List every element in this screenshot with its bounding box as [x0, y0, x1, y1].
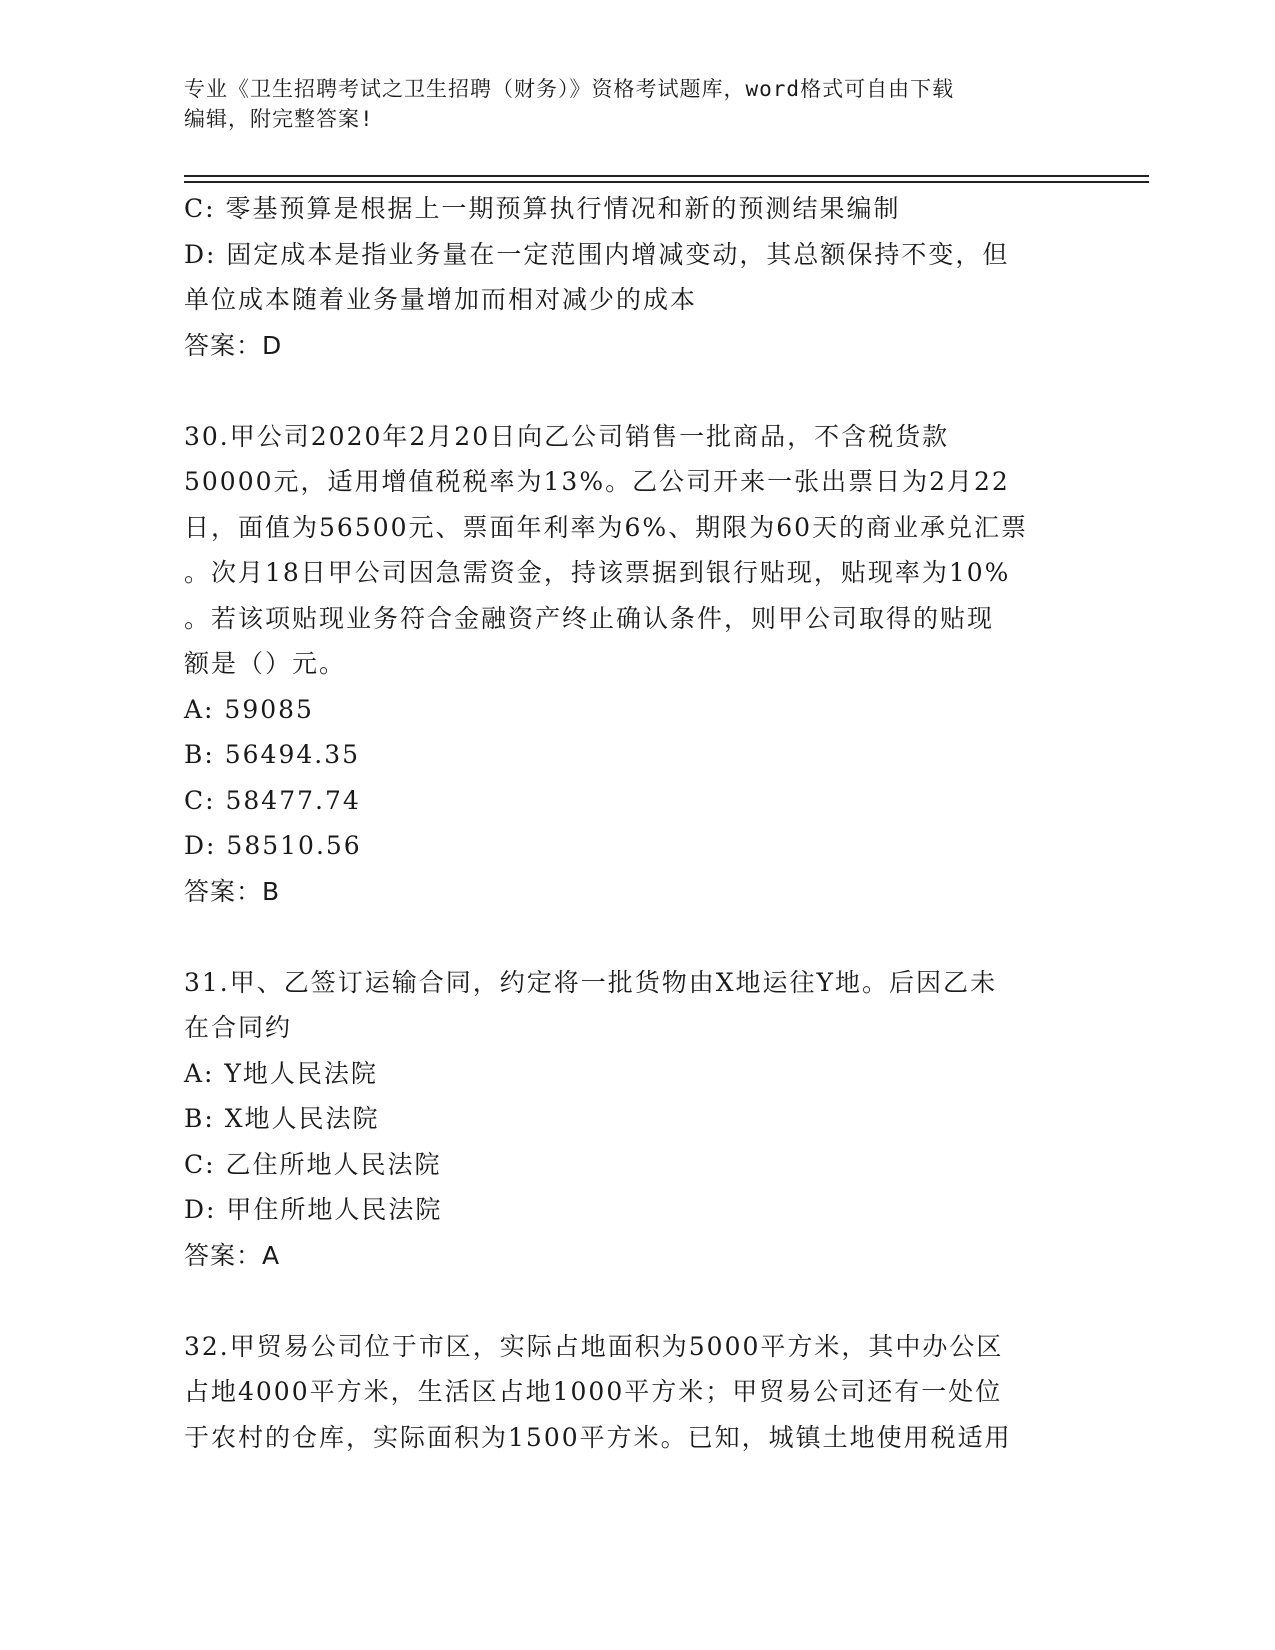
option-b: B: X地人民法院	[184, 1104, 380, 1133]
question-31	[184, 960, 1084, 1279]
question-stem-line: 于农村的仓库，实际面积为1500平方米。已知，城镇土地使用税适用	[184, 1422, 1012, 1452]
document-header	[184, 74, 1064, 134]
option-c: C: 58477.74	[184, 785, 361, 815]
question-29-tail	[184, 186, 1084, 368]
spacer	[184, 368, 1084, 414]
header-divider-top	[184, 175, 1149, 177]
question-30	[184, 414, 1084, 915]
question-stem-line: 31.甲、乙签订运输合同，约定将一批货物由X地运往Y地。后因乙未	[184, 967, 998, 997]
question-stem-line: 额是（）元。	[184, 649, 347, 678]
option-a: A: Y地人民法院	[184, 1058, 378, 1088]
question-32	[184, 1324, 1084, 1461]
answer-label: 答案：A	[184, 1240, 281, 1270]
option-d-line-1: D: 固定成本是指业务量在一定范围内增减变动，其总额保持不变，但	[184, 239, 1010, 269]
question-stem-line: 在合同约	[184, 1013, 293, 1042]
header-divider-bottom	[184, 181, 1149, 183]
question-stem-line: 。次月18日甲公司因急需资金，持该票据到银行贴现，贴现率为10%	[184, 558, 1011, 587]
option-c: C: 乙住所地人民法院	[184, 1149, 442, 1179]
answer-label: 答案：B	[184, 876, 281, 906]
question-stem-line: 30.甲公司2020年2月20日向乙公司销售一批商品，不含税货款	[184, 421, 950, 451]
question-content	[184, 186, 1084, 1460]
question-stem-line: 50000元，适用增值税税率为13%。乙公司开来一张出票日为2月22	[184, 467, 1010, 496]
option-d: D: 甲住所地人民法院	[184, 1195, 443, 1224]
option-d: D: 58510.56	[184, 831, 362, 860]
spacer	[184, 914, 1084, 960]
option-b: B: 56494.35	[184, 740, 361, 769]
option-a: A: 59085	[184, 694, 314, 724]
question-stem-line: 占地4000平方米，生活区占地1000平方米；甲贸易公司还有一处位	[184, 1377, 1003, 1406]
header-line-1: 专业《卫生招聘考试之卫生招聘（财务）》资格考试题库，word格式可自由下载	[184, 77, 955, 101]
header-line-2: 编辑，附完整答案!	[184, 107, 374, 131]
question-stem-line: 32.甲贸易公司位于市区，实际占地面积为5000平方米，其中办公区	[184, 1331, 1004, 1361]
spacer	[184, 1278, 1084, 1324]
answer-label: 答案：D	[184, 330, 283, 360]
option-d-line-2: 单位成本随着业务量增加而相对减少的成本	[184, 285, 698, 314]
option-c: C: 零基预算是根据上一期预算执行情况和新的预测结果编制	[184, 194, 901, 223]
question-stem-line: 日，面值为56500元、票面年利率为6%、期限为60天的商业承兑汇票	[184, 512, 1029, 542]
question-stem-line: 。若该项贴现业务符合金融资产终止确认条件，则甲公司取得的贴现	[184, 603, 995, 633]
